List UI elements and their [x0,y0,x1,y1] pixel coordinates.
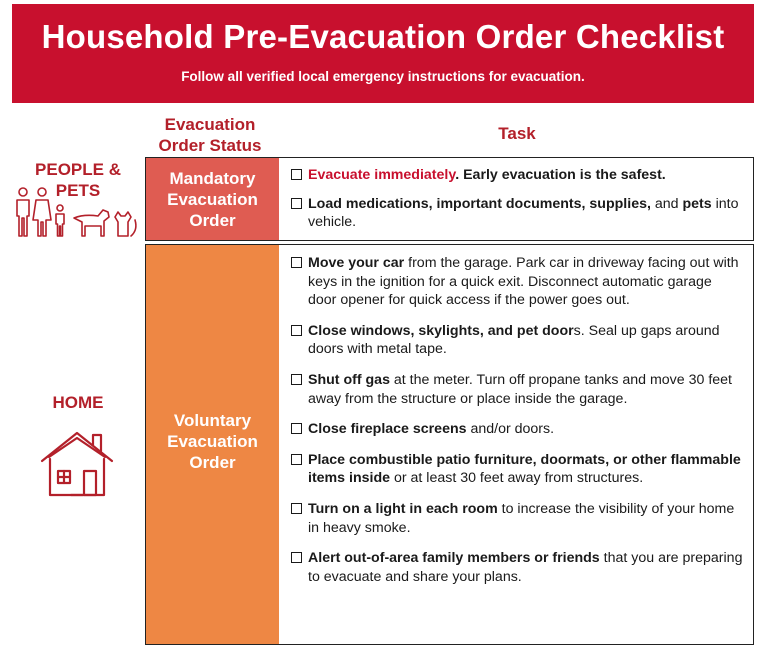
column-header-status: Evacuation Order Status [158,115,262,155]
checklist-item[interactable]: Alert out-of-area family members or friends that you are preparing to evacuate and share your plans. [291,549,743,586]
checklist-item[interactable]: Turn on a light in each room to increase the visibility of your home in heavy smoke. [291,500,743,537]
checklist-item[interactable]: Load medications, important documents, supplies, and pets into vehicle. [291,195,743,232]
checklist-item[interactable]: Evacuate immediately. Early evacuation is the safest. [291,166,743,185]
house-icon [38,427,116,497]
checklist-item[interactable]: Place combustible patio furniture, doormats, or other flammable items inside or at least 30 feet away from structures. [291,451,743,488]
checklist-item[interactable]: Close fireplace screens and/or doors. [291,420,743,439]
checkbox-icon[interactable] [291,552,302,563]
category-home: HOME [52,393,104,412]
checklist-item[interactable]: Close windows, skylights, and pet doors. Seal up gaps around doors with metal tape. [291,322,743,359]
checkbox-icon[interactable] [291,503,302,514]
checkbox-icon[interactable] [291,423,302,434]
checklist-item[interactable]: Shut off gas at the meter. Turn off propane tanks and move 30 feet away from the structure or place inside the garage. [291,371,743,408]
people-pets-icon [12,184,140,242]
checkbox-icon[interactable] [291,325,302,336]
header-banner [12,4,754,103]
column-header-task: Task [498,124,536,143]
page-title: Household Pre-Evacuation Order Checklist [41,18,725,55]
checklist-item[interactable]: Move your car from the garage. Park car in driveway facing out with keys in the ignition for a quick exit. Disconnect automatic garage door opener for quick access if the power goes out. [291,254,743,310]
checkbox-icon[interactable] [291,169,302,180]
checkbox-icon[interactable] [291,374,302,385]
checkbox-icon[interactable] [291,454,302,465]
voluntary-status: Voluntary Evacuation Order [146,245,279,644]
checkbox-icon[interactable] [291,198,302,209]
page-subtitle: Follow all verified local emergency instructions for evacuation. [181,69,585,84]
checkbox-icon[interactable] [291,257,302,268]
mandatory-status: Mandatory Evacuation Order [146,158,279,240]
mandatory-row [145,157,754,241]
category-people-pets: PEOPLE & PETS [35,160,121,200]
voluntary-row [145,244,754,645]
